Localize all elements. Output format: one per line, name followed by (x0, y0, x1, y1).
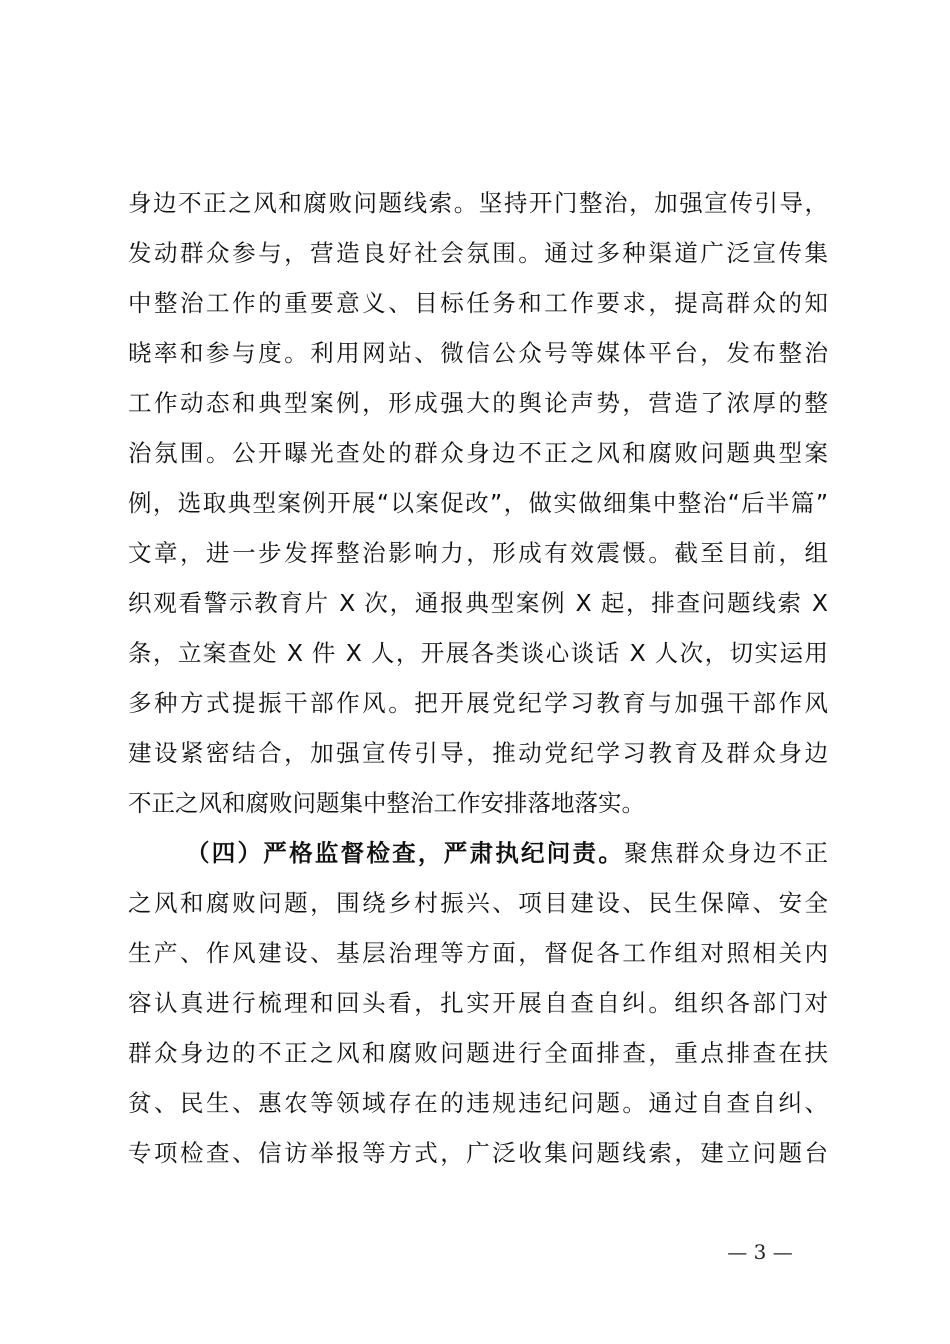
text-line: 条，立案查处 X 件 X 人，开展各类谈心谈话 X 人次，切实运用 (128, 639, 828, 667)
text-line: 贫、民生、惠农等领域存在的违规违纪问题。通过自查自纠、 (128, 1089, 828, 1117)
text-line: 治氛围。公开曝光查处的群众身边不正之风和腐败问题典型案 (128, 439, 828, 467)
text-line: 织观看警示教育片 X 次，通报典型案例 X 起，排查问题线索 X (128, 589, 828, 617)
page-number: — 3 — (727, 1240, 793, 1264)
text-line: 身边不正之风和腐败问题线索。坚持开门整治，加强宣传引导， (128, 189, 828, 217)
text-line: 多种方式提振干部作风。把开展党纪学习教育与加强干部作风 (128, 689, 828, 717)
text-line: 例，选取典型案例开展“以案促改”，做实做细集中整治“后半篇” (128, 489, 828, 517)
section-heading: （四）严格监督检查，严肃执纪问责。 (186, 839, 625, 867)
text-line: 文章，进一步发挥整治影响力，形成有效震慑。截至目前，组 (128, 539, 828, 567)
paragraph-2-first-line (128, 828, 828, 878)
text-line: 不正之风和腐败问题集中整治工作安排落地落实。 (128, 789, 645, 817)
text-line: 发动群众参与，营造良好社会氛围。通过多种渠道广泛宣传集 (128, 239, 828, 267)
text-line: 生产、作风建设、基层治理等方面，督促各工作组对照相关内 (128, 939, 828, 967)
text-line: 中整治工作的重要意义、目标任务和工作要求，提高群众的知 (128, 289, 828, 317)
paragraph-2 (128, 828, 828, 1178)
text-line: 专项检查、信访举报等方式，广泛收集问题线索，建立问题台 (128, 1139, 828, 1167)
text-line: 之风和腐败问题，围绕乡村振兴、项目建设、民生保障、安全 (128, 889, 828, 917)
text-run: 聚焦群众身边不正 (624, 839, 829, 867)
text-line: 工作动态和典型案例，形成强大的舆论声势，营造了浓厚的整 (128, 389, 828, 417)
body-text (128, 178, 828, 1178)
text-line: 建设紧密结合，加强宣传引导，推动党纪学习教育及群众身边 (128, 739, 828, 767)
text-line: 晓率和参与度。利用网站、微信公众号等媒体平台，发布整治 (128, 339, 828, 367)
text-line: 群众身边的不正之风和腐败问题进行全面排查，重点排查在扶 (128, 1039, 828, 1067)
paragraph-1 (128, 178, 828, 828)
text-line: 容认真进行梳理和回头看，扎实开展自查自纠。组织各部门对 (128, 989, 828, 1017)
